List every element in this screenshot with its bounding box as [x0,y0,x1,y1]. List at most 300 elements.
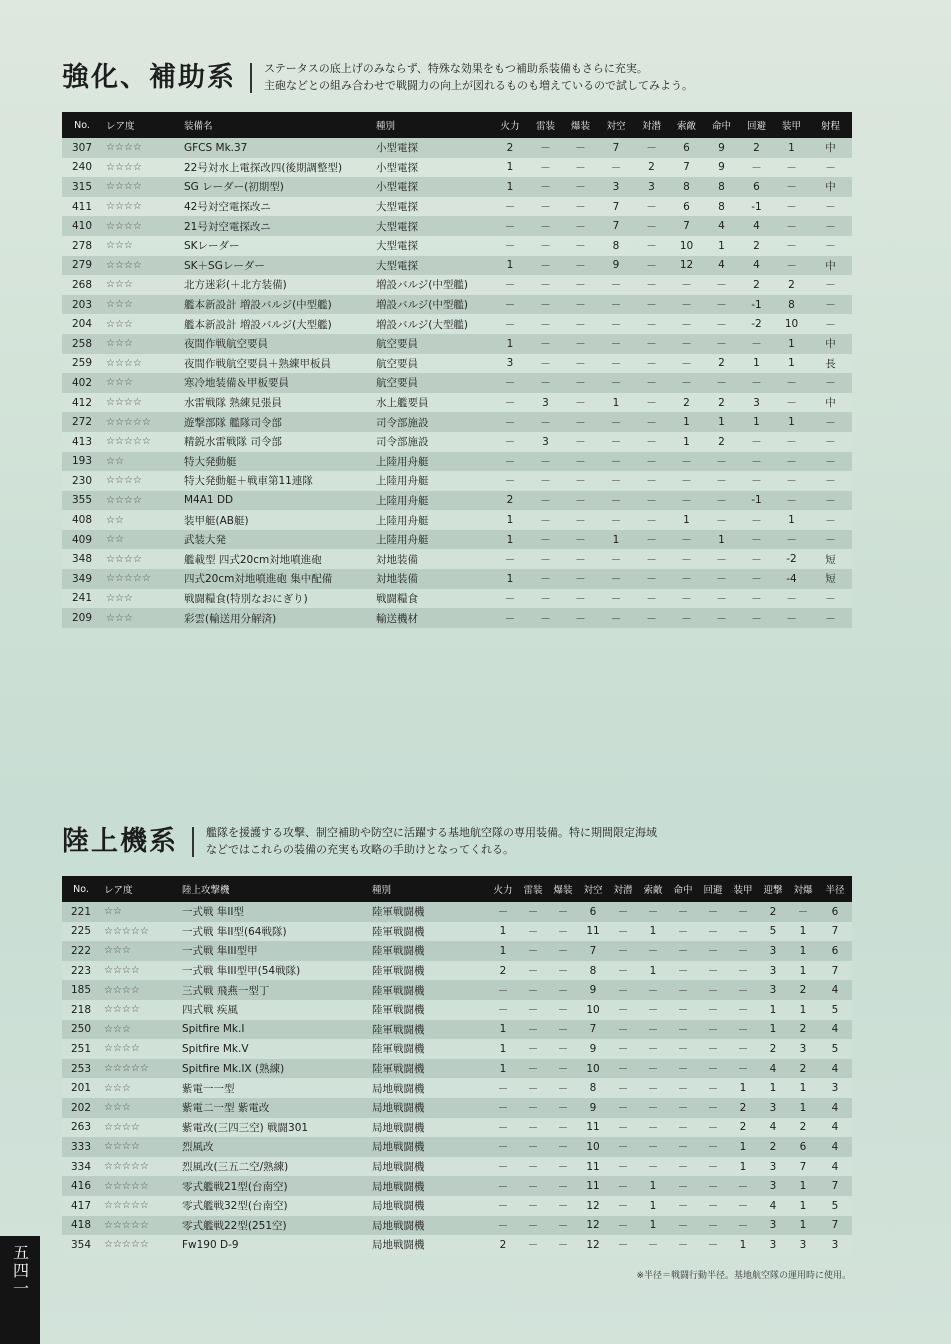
table-cell: － [617,1043,629,1056]
table-cell: 203 [71,298,93,311]
table-cell: ☆☆☆☆ [106,357,142,369]
table-cell: 四式20cm対地噴進砲 集中配備 [184,573,333,586]
table-cell: 204 [71,318,93,331]
table-cell: － [737,945,749,958]
table-cell: 2 [499,1238,507,1251]
column-header: 命中 [673,885,693,896]
table-cell: 8 [589,964,597,977]
table-cell: － [540,475,551,488]
table-cell: 1 [739,1160,747,1173]
table-row [62,1137,852,1157]
table-cell: － [737,1180,749,1193]
table-cell: － [557,1141,569,1154]
table-cell: － [825,240,836,253]
table-cell: － [557,1161,569,1174]
column-header: 索敵 [643,885,663,896]
table-cell: － [737,984,749,997]
table-cell: － [540,514,551,527]
table-cell: 42号対空電探改ニ [184,201,271,214]
column-header: レア度 [104,885,133,896]
table-cell: 戦闘糧食 [376,592,418,605]
table-cell: 2 [788,278,795,291]
table-cell: － [557,1102,569,1115]
table-cell: 遊撃部隊 艦隊司令部 [184,416,282,429]
table-cell: -4 [786,572,797,585]
table-cell: － [557,1200,569,1213]
table-cell: 陸軍戦闘機 [372,965,425,978]
table-cell: 1 [769,1082,777,1095]
table-cell: 3 [769,984,777,997]
table-cell: 航空要員 [376,377,418,390]
table-row [62,354,852,374]
table-row [62,589,852,609]
table-cell: 1 [799,944,807,957]
table-cell: 412 [71,396,93,409]
table-cell: － [677,1082,689,1095]
column-header: 対空 [583,885,603,896]
table-cell: － [707,1102,719,1115]
table-cell: － [575,612,586,625]
table-cell: 3 [799,1238,807,1251]
table-cell: 5 [831,1042,839,1055]
table-cell: － [707,1063,719,1076]
table-cell: － [610,553,622,566]
table-cell: － [617,1121,629,1134]
table-cell: － [646,475,657,488]
table-cell: 一式戦 隼III型甲 [182,945,258,958]
table-cell: 7 [589,1023,597,1036]
table-cell: 紫電改(三四三空) 戦闘301 [182,1121,309,1134]
table-row [62,393,852,413]
table-cell: ☆☆☆ [106,240,133,252]
table-cell: － [716,338,727,351]
table-row [62,530,852,550]
table-cell: 348 [71,553,93,566]
table-cell: 大型電探 [376,220,418,233]
column-header: 索敵 [676,121,696,132]
table-cell: － [557,1082,569,1095]
table-cell: － [751,455,762,468]
table-cell: 中 [825,397,836,410]
table-row [62,236,852,256]
table-cell: 251 [70,1042,92,1055]
table-cell: － [610,436,622,449]
table-cell: ☆☆☆☆ [104,965,140,977]
table-cell: － [540,259,551,272]
table-cell: 3 [769,1238,777,1251]
table-cell: 零式艦戦22型(251空) [182,1219,287,1232]
column-header: 爆装 [553,885,573,896]
table-cell: ☆☆ [106,534,124,546]
table-cell: 夜間作戦航空要員＋熟練甲板員 [184,357,331,370]
table-cell: － [677,1219,689,1232]
table-cell: 航空要員 [376,357,418,370]
table-cell: 精鋭水雷戦隊 司令部 [184,436,282,449]
table-cell: 中 [825,338,836,351]
table-cell: － [646,553,657,566]
table-cell: － [786,455,797,468]
table-cell: 201 [70,1082,92,1095]
table-cell: 417 [70,1199,92,1212]
table-cell: 3 [506,357,514,370]
table-cell: ☆☆☆ [104,945,131,957]
table-cell: － [707,1161,719,1174]
section-heading [62,822,852,866]
column-header: 命中 [711,121,731,132]
table-cell: ☆☆☆☆ [106,142,142,154]
table-cell: － [527,925,539,938]
table-cell: － [497,906,509,919]
table-cell: － [617,1200,629,1213]
table-cell: 1 [612,533,620,546]
table-cell: 1 [683,435,690,448]
table-cell: 1 [799,1180,807,1193]
table-cell: － [825,436,836,449]
table-cell: ☆☆☆☆ [106,161,142,173]
table-cell: － [497,1121,509,1134]
table-cell: － [610,318,622,331]
table-cell: 268 [71,278,93,291]
table-cell: － [497,1141,509,1154]
table-cell: 1 [506,259,514,272]
table-cell: M4A1 DD [184,494,234,507]
table-cell: － [540,377,551,390]
table-cell: － [527,1141,539,1154]
table-cell: － [610,338,622,351]
equipment-table-land-based [62,876,852,1255]
table-cell: 411 [71,200,93,213]
table-cell: 2 [683,396,690,409]
table-cell: － [557,1219,569,1232]
table-cell: 中 [825,259,836,272]
table-cell: 1 [649,1199,657,1212]
table-cell: 陸軍戦闘機 [372,1004,425,1017]
table-cell: － [497,1219,509,1232]
column-header: 装甲 [733,885,753,896]
table-cell: 1 [506,572,514,585]
table-cell: 2 [506,494,514,507]
table-cell: 中 [825,142,836,155]
table-cell: 上陸用舟艇 [376,455,429,468]
column-header: 雷装 [535,121,555,132]
table-cell: － [540,220,551,233]
table-row [62,197,852,217]
table-cell: － [737,1004,749,1017]
table-cell: 2 [499,964,507,977]
table-cell: － [617,1141,629,1154]
table-cell: 上陸用舟艇 [376,475,429,488]
table-cell: 1 [769,1003,777,1016]
table-cell: 3 [831,1082,839,1095]
table-cell: － [647,1121,659,1134]
table-cell: 3 [648,180,655,193]
table-cell: 11 [586,1160,600,1173]
description-line: 艦隊を援護する攻撃、制空補助や防空に活躍する基地航空隊の専用装備。特に期間限定海域 [206,826,657,839]
table-cell: 陸軍戦闘機 [372,1063,425,1076]
table-cell: － [677,1200,689,1213]
page-number-text: 五四一 [10,1244,30,1298]
table-cell: － [786,592,797,605]
table-cell: － [681,377,692,390]
table-cell: － [751,338,762,351]
table-cell: -2 [751,318,762,331]
table-cell: 7 [831,925,839,938]
table-cell: 2 [718,357,725,370]
table-cell: 230 [71,474,93,487]
table-cell: 大型電探 [376,259,418,272]
table-row [62,256,852,276]
table-cell: ☆☆☆☆ [106,220,142,232]
table-cell: － [786,377,797,390]
table-cell: 6 [831,905,839,918]
table-cell: 3 [769,1219,777,1232]
table-cell: 1 [799,1082,807,1095]
table-cell: 長 [825,357,836,370]
table-cell: 烈風改 [182,1141,214,1154]
table-cell: － [575,455,586,468]
table-cell: 彩雲(輸送用分解済) [184,612,277,625]
table-cell: － [540,612,551,625]
table-cell: － [716,318,727,331]
table-cell: － [540,553,551,566]
table-cell: － [825,279,836,292]
table-cell: － [786,494,797,507]
table-cell: 2 [718,435,725,448]
table-cell: － [707,1121,719,1134]
table-cell: ☆☆☆ [104,1082,131,1094]
table-cell: 1 [718,533,725,546]
column-header: 対潜 [641,121,661,132]
table-cell: － [527,1082,539,1095]
table-cell: － [497,984,509,997]
table-cell: Fw190 D-9 [182,1238,239,1251]
table-row [62,922,852,942]
table-cell: － [646,377,657,390]
table-cell: － [647,1004,659,1017]
table-cell: 1 [499,1062,507,1075]
equipment-table-reinforcement [62,112,852,628]
footnote: ※半径＝戦闘行動半径。基地航空隊の運用時に使用。 [636,1271,851,1281]
table-cell: － [610,455,622,468]
table-cell: 対地装備 [376,553,418,566]
table-cell: 三式戦 飛燕一型丁 [182,984,270,997]
table-cell: ☆☆☆☆ [106,259,142,271]
table-cell: 7 [799,1160,807,1173]
table-cell: 局地戦闘機 [372,1141,425,1154]
table-cell: 7 [589,944,597,957]
table-cell: 1 [753,416,760,429]
table-cell: 10 [586,1003,600,1016]
table-cell: － [610,573,622,586]
column-header: レア度 [106,121,135,132]
table-cell: － [786,181,797,194]
table-cell: － [540,338,551,351]
table-cell: 武装大発 [184,534,226,547]
table-cell: － [825,514,836,527]
table-cell: － [681,534,692,547]
table-cell: SKレーダー [184,240,240,253]
table-cell: 1 [769,1023,777,1036]
table-cell: 増設バルジ(中型艦) [376,279,468,292]
table-cell: 2 [739,1121,747,1134]
column-header: 装甲 [781,121,801,132]
table-row [62,314,852,334]
table-cell: 水雷戦隊 熟練見張員 [184,397,282,410]
table-cell: 寒冷地装備＆甲板要員 [184,377,289,390]
table-cell: － [617,1180,629,1193]
table-cell: － [737,906,749,919]
table-cell: － [707,984,719,997]
table-cell: － [575,553,586,566]
table-cell: 1 [739,1140,747,1153]
table-cell: 対地装備 [376,573,418,586]
table-cell: 202 [70,1101,92,1114]
table-cell: 2 [753,278,760,291]
table-cell: － [677,945,689,958]
table-cell: － [647,1023,659,1036]
table-cell: － [497,1082,509,1095]
table-cell: 279 [71,259,93,272]
table-cell: － [617,984,629,997]
table-cell: － [575,220,586,233]
table-cell: － [575,299,586,312]
table-cell: － [825,220,836,233]
table-cell: 4 [769,1121,777,1134]
table-cell: － [681,475,692,488]
table-cell: 10 [679,239,694,252]
table-cell: 1 [788,357,795,370]
table-cell: 408 [71,514,93,527]
table-row [62,569,852,589]
table-cell: － [737,1219,749,1232]
column-header: 火力 [500,121,520,132]
table-cell: 5 [769,925,777,938]
table-cell: － [610,612,622,625]
table-cell: － [610,416,622,429]
page-number [0,1236,40,1344]
table-cell: 3 [612,180,620,193]
table-cell: 紫電一一型 [182,1082,235,1095]
table-cell: － [617,1219,629,1232]
table-row [62,961,852,981]
table-cell: 21号対空電探改ニ [184,220,271,233]
section-reinforcement [62,58,852,625]
table-cell: － [707,1082,719,1095]
table-cell: 193 [71,455,93,468]
table-cell: － [825,299,836,312]
table-cell: － [575,534,586,547]
table-cell: 1 [499,944,507,957]
table-cell: － [610,299,622,312]
table-cell: － [647,984,659,997]
table-row [62,412,852,432]
table-cell: 艦本新設計 増設バルジ(中型艦) [184,299,332,312]
column-header: 回避 [703,885,723,896]
table-cell: － [557,1121,569,1134]
table-cell: － [707,1023,719,1036]
table-cell: － [751,592,762,605]
table-cell: 9 [589,1042,597,1055]
table-cell: 315 [71,180,93,193]
table-cell: 4 [831,1101,839,1114]
table-cell: 4 [769,1062,777,1075]
table-cell: ☆☆☆ [106,299,133,311]
table-cell: － [527,1023,539,1036]
table-cell: － [617,925,629,938]
table-cell: － [681,494,692,507]
table-cell: － [527,1200,539,1213]
table-cell: － [707,1219,719,1232]
table-cell: SK＋SGレーダー [184,259,265,272]
table-cell: 4 [831,1023,839,1036]
table-row [62,1020,852,1040]
table-cell: － [681,573,692,586]
table-cell: 8 [718,180,725,193]
table-cell: － [646,436,657,449]
table-cell: ☆☆☆☆☆ [104,1063,149,1075]
table-cell: 2 [799,1062,807,1075]
table-row [62,1235,852,1255]
table-cell: － [825,592,836,605]
table-cell: 1 [788,514,795,527]
table-cell: 小型電探 [376,161,418,174]
table-cell: － [825,201,836,214]
table-cell: 8 [612,239,620,252]
table-cell: － [716,279,727,292]
table-cell: -1 [751,494,762,507]
table-cell: － [504,220,516,233]
table-cell: 局地戦闘機 [372,1121,425,1134]
table-cell: 12 [586,1199,600,1212]
table-cell: 陸軍戦闘機 [372,984,425,997]
column-header: No. [73,883,89,895]
table-cell: 7 [612,220,620,233]
column-header: 種別 [372,885,392,896]
table-cell: ☆☆☆☆ [106,494,142,506]
table-cell: 1 [718,239,725,252]
table-cell: － [751,161,762,174]
column-header: 種別 [376,121,396,132]
table-row [62,1157,852,1177]
table-cell: GFCS Mk.37 [184,141,248,154]
table-cell: 1 [649,925,657,938]
table-cell: 3 [799,1042,807,1055]
table-cell: － [575,416,586,429]
table-cell: － [677,1141,689,1154]
table-cell: ☆☆☆ [106,338,133,350]
table-cell: － [646,612,657,625]
table-cell: － [575,494,586,507]
table-row [62,980,852,1000]
table-cell: － [646,338,657,351]
table-cell: － [504,612,516,625]
table-cell: 局地戦闘機 [372,1161,425,1174]
table-row [62,452,852,472]
table-cell: 1 [739,1082,747,1095]
table-cell: 410 [71,220,93,233]
table-cell: 12 [586,1238,600,1251]
table-cell: 1 [799,1219,807,1232]
table-cell: 局地戦闘機 [372,1200,425,1213]
table-cell: 8 [589,1082,597,1095]
table-cell: － [540,161,551,174]
table-cell: ☆☆☆☆ [104,984,140,996]
table-cell: ☆☆ [106,455,124,467]
description-line: 主砲などとの組み合わせで戦闘力の向上が図れるものも増えているので試してみよう。 [264,79,693,92]
table-cell: 22号対水上電探改四(後期調整型) [184,161,343,174]
table-cell: － [557,1004,569,1017]
table-cell: 装甲艇(AB艇) [184,514,249,527]
